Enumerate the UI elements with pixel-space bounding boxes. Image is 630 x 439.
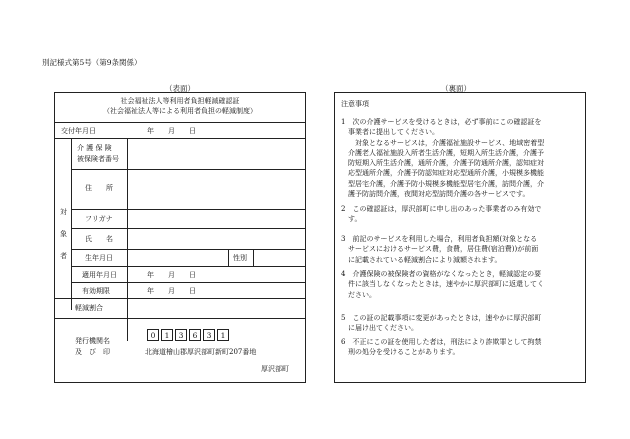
issue-date-value: 年 月 日 [147, 127, 196, 135]
note-item: 1 次の介護サービスを受けるときは，必ず事前にこの確認証を 事業者に提出してください。 対象となるサービスは，介護福祉施設サービス、地域密着型 介護老人福祉施設入所者生活介護，短期入所生活介護，介護予 防短期入所生活介護，通所介護，介護予防通所介護，認知症対 応型通所介護，介護予防認知症対応型通所介護，小規模多機能 型居宅介護，介護予防小規模多機能型居宅介護，訪問介護，介 護予防訪問介護，夜間対応型訪問介護の各サービスです。 [341, 118, 545, 199]
issuer-digit-box: 3 [175, 329, 187, 341]
issuer-address: 北海道檜山郡厚沢部町新町207番地 [145, 348, 257, 356]
issuer-digit-box: 1 [161, 329, 173, 341]
issuer-digit-box: 0 [147, 329, 159, 341]
card-title: 社会福祉法人等利用者負担軽減確認証 [120, 97, 240, 105]
address-field[interactable] [129, 171, 303, 207]
note-item: 4 介護保険の被保険者の資格がなくなったとき，軽減認定の要 件に該当しなくなったときは，速やかに厚沢部町に返還してく ださい。 [341, 270, 544, 299]
note-item: 5 この証の記載事項に変更があったときは，速やかに厚沢部町 に届け出てください。 [341, 314, 542, 333]
issuer-name: 厚沢部町 [261, 365, 289, 373]
gender-field[interactable] [255, 251, 303, 265]
furigana-label: フリガナ [85, 215, 113, 223]
back-card [334, 92, 586, 383]
insured-number-label-2: 被保険者番号 [77, 155, 119, 163]
reduction-rate-label: 軽減割合 [75, 304, 103, 312]
birthdate-field[interactable] [129, 251, 227, 265]
name-label: 氏 名 [85, 235, 113, 243]
applicable-date-label: 適用年月日 [82, 271, 117, 279]
note-item: 3 前記のサービスを利用した場合，利用者負担額(対象となる サービスにおけるサービス費，食費，居住費(宿泊費))が前面 に記載されている軽減割合により減額されます。 [341, 235, 539, 264]
gender-label: 性別 [233, 254, 247, 262]
notes-heading: 注意事項 [341, 100, 369, 108]
insured-number-label-1: 介 護 保 険 [77, 144, 112, 152]
form-reference: 別記様式第5号（第9条関係） [42, 58, 142, 67]
issuer-digit-box: 1 [217, 329, 229, 341]
issuer-label-1: 発行機関名 [75, 337, 110, 345]
expiry-label: 有効期限 [82, 287, 110, 295]
name-field[interactable] [129, 230, 303, 248]
issuer-digit-box: 6 [189, 329, 201, 341]
issuer-label-2: 及 び 印 [75, 348, 110, 356]
address-label: 住 所 [85, 184, 113, 192]
back-side-label: （裏面） [441, 84, 471, 93]
front-side-label: （表面） [165, 84, 195, 93]
note-item: 6 不正にこの証を使用した者は，刑法により詐欺罪として拘禁 刑の処分を受けることがあります。 [341, 338, 542, 357]
furigana-field[interactable] [129, 211, 303, 227]
reduction-rate-field[interactable] [129, 300, 303, 316]
issuer-digit-box: 3 [203, 329, 215, 341]
front-card [54, 92, 306, 383]
applicable-date-value: 年 月 日 [147, 271, 196, 279]
insured-number-field[interactable] [129, 140, 303, 168]
issue-date-label: 交付年月日 [61, 127, 96, 135]
subject-label: 対 象 者 [60, 208, 67, 260]
card-subtitle: （社会福祉法人等による利用者負担の軽減制度） [103, 107, 257, 115]
expiry-value: 年 月 日 [147, 287, 196, 295]
birthdate-label: 生年月日 [85, 254, 113, 262]
note-item: 2 この確認証は，厚沢部町に申し出のあった事業者のみ有効で す。 [341, 205, 542, 224]
